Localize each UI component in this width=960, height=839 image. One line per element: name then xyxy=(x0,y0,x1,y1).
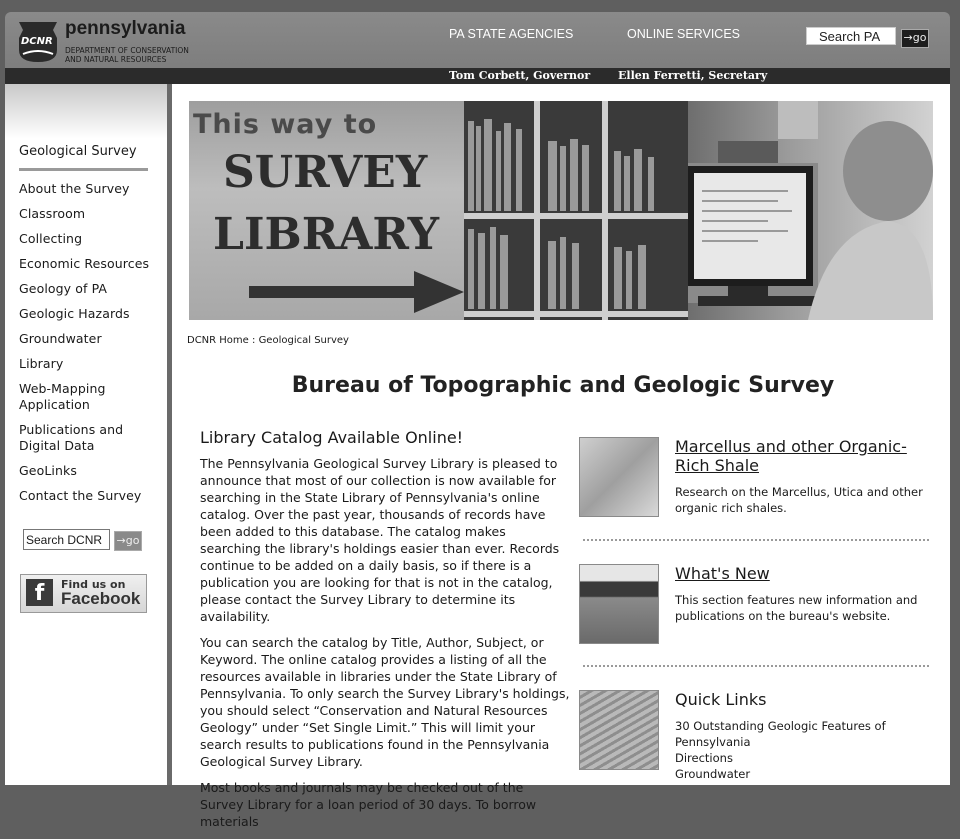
article-paragraph-2: You can search the catalog by Title, Author, Subject, or Keyword. The online catalog provides a listing of all the resources available in libraries under the State Library of Pennsylvania. To only search the Survey Library's holdings, you should select “Conservation and Natural Resources Geology” under “Set Single Limit.” This will limit your search results to publications found in the Pennsylvania Geological Survey Library. xyxy=(200,635,570,769)
feature-title-marcellus[interactable]: Marcellus and other Organic-Rich Shale xyxy=(675,437,907,475)
arrow-right-icon: → xyxy=(903,31,913,44)
sidebar-item-about[interactable]: About the Survey xyxy=(19,181,130,196)
sidebar xyxy=(5,84,172,785)
aerial-map-thumbnail[interactable] xyxy=(579,690,659,770)
logo-badge-text: DCNR xyxy=(21,36,53,47)
facebook-icon: f xyxy=(26,579,53,606)
office-worker-image xyxy=(688,101,933,320)
p1-text-a: The Pennsylvania Geological Survey Library is pleased to announce that most of our collection is now available for searching in the State Library of Pennsylvania's xyxy=(200,456,558,505)
sidebar-item-collecting[interactable]: Collecting xyxy=(19,231,83,246)
online-catalog-link[interactable]: online catalog xyxy=(200,490,540,522)
sidebar-item-contact[interactable]: Contact the Survey xyxy=(19,488,142,503)
main-article xyxy=(200,428,570,839)
feature-desc-whats-new: This section features new information and publications on the bureau's website. xyxy=(675,593,918,623)
quick-link-outstanding-features[interactable]: 30 Outstanding Geologic Features of Pennsylvania xyxy=(675,719,886,749)
facebook-small-text: Find us on xyxy=(61,578,126,591)
sidebar-item-geology-of-pa[interactable]: Geology of PA xyxy=(19,281,108,296)
sidebar-item-groundwater[interactable]: Groundwater xyxy=(19,331,102,346)
shale-thumbnail[interactable] xyxy=(579,437,659,517)
feature-marcellus xyxy=(579,437,929,527)
sidebar-item-publications[interactable]: Publications and Digital Data xyxy=(19,422,124,453)
go-label: go xyxy=(125,534,140,547)
article-paragraph-3: Most books and journals may be checked out of the Survey Library for a loan period of 30 days. To borrow materials xyxy=(200,780,537,829)
sidebar-item-web-mapping[interactable]: Web-Mapping Application xyxy=(19,381,106,412)
banner-line3: LIBRARY xyxy=(213,209,440,260)
nav-online-services[interactable]: ONLINE SERVICES xyxy=(627,27,741,41)
arrow-right-icon xyxy=(249,271,464,313)
sidebar-divider xyxy=(19,168,148,171)
search-dcnr-input[interactable]: Search DCNR xyxy=(23,529,110,550)
banner-sign xyxy=(189,101,464,320)
page-title: Bureau of Topographic and Geologic Survey xyxy=(291,373,835,398)
quick-links-title: Quick Links xyxy=(675,690,767,709)
search-pa-go-button[interactable] xyxy=(901,29,929,48)
bookshelves-photo xyxy=(464,101,688,320)
facebook-big-text: Facebook xyxy=(61,589,141,608)
p1-text-b: . Over the past year, thousands of records have been added to this database. The catalog makes searching the library's holdings easier than ever. Records continue to be added on a daily basis, so if there is a publication you are looking for that is not in the catalog, please contact the xyxy=(200,507,560,607)
bookshelves-image xyxy=(464,101,688,320)
feature-title-whats-new[interactable]: What's New xyxy=(675,564,770,583)
governor-name: Tom Corbett, Governor xyxy=(449,69,591,82)
go-label: go xyxy=(912,31,927,44)
breadcrumb-home[interactable]: DCNR Home xyxy=(187,335,249,346)
nav-pa-state-agencies[interactable]: PA STATE AGENCIES xyxy=(449,27,574,41)
search-dcnr-go-button[interactable] xyxy=(114,531,142,551)
banner-line2: SURVEY xyxy=(223,147,428,198)
sidebar-title[interactable]: Geological Survey xyxy=(19,144,137,159)
feature-desc-marcellus: Research on the Marcellus, Utica and other organic rich shales. xyxy=(675,485,923,515)
sidebar-item-geolinks[interactable]: GeoLinks xyxy=(19,463,77,478)
logo-name: pennsylvania xyxy=(65,18,186,39)
governor-bar xyxy=(5,68,950,84)
dcnr-logo[interactable] xyxy=(15,20,205,68)
banner-line1: This way to xyxy=(193,109,378,140)
logo-department: DEPARTMENT OF CONSERVATION AND NATURAL RESOURCES xyxy=(65,46,189,64)
breadcrumb xyxy=(187,335,349,346)
article-heading: Library Catalog Available Online! xyxy=(200,428,464,447)
page-frame xyxy=(5,84,950,829)
sidebar-item-economic-resources[interactable]: Economic Resources xyxy=(19,256,150,271)
boulder-field-thumbnail[interactable] xyxy=(579,564,659,644)
breadcrumb-separator: : xyxy=(248,335,259,346)
sidebar-menu xyxy=(19,181,159,513)
quick-link-directions[interactable]: Directions xyxy=(675,751,733,765)
secretary-name: Ellen Ferretti, Secretary xyxy=(618,69,768,82)
p1-text-c: to determine its availability. xyxy=(200,592,516,624)
office-photo xyxy=(688,101,933,320)
divider xyxy=(583,539,929,541)
arrow-right-icon: → xyxy=(116,534,126,547)
survey-library-link[interactable]: Survey Library xyxy=(320,592,412,607)
divider xyxy=(583,665,929,667)
breadcrumb-current[interactable]: Geological Survey xyxy=(258,335,349,346)
feature-whats-new xyxy=(579,564,929,654)
sidebar-item-geologic-hazards[interactable]: Geologic Hazards xyxy=(19,306,130,321)
sidebar-shade xyxy=(5,84,167,139)
quick-links-list xyxy=(675,718,930,782)
quick-links-section xyxy=(579,690,929,790)
search-pa-input[interactable]: Search PA xyxy=(806,27,896,45)
facebook-link[interactable] xyxy=(20,574,147,613)
sidebar-item-classroom[interactable]: Classroom xyxy=(19,206,86,221)
article-paragraph-1 xyxy=(200,455,570,625)
library-banner xyxy=(189,101,933,320)
sidebar-item-library[interactable]: Library xyxy=(19,356,64,371)
quick-link-groundwater[interactable]: Groundwater xyxy=(675,767,751,781)
